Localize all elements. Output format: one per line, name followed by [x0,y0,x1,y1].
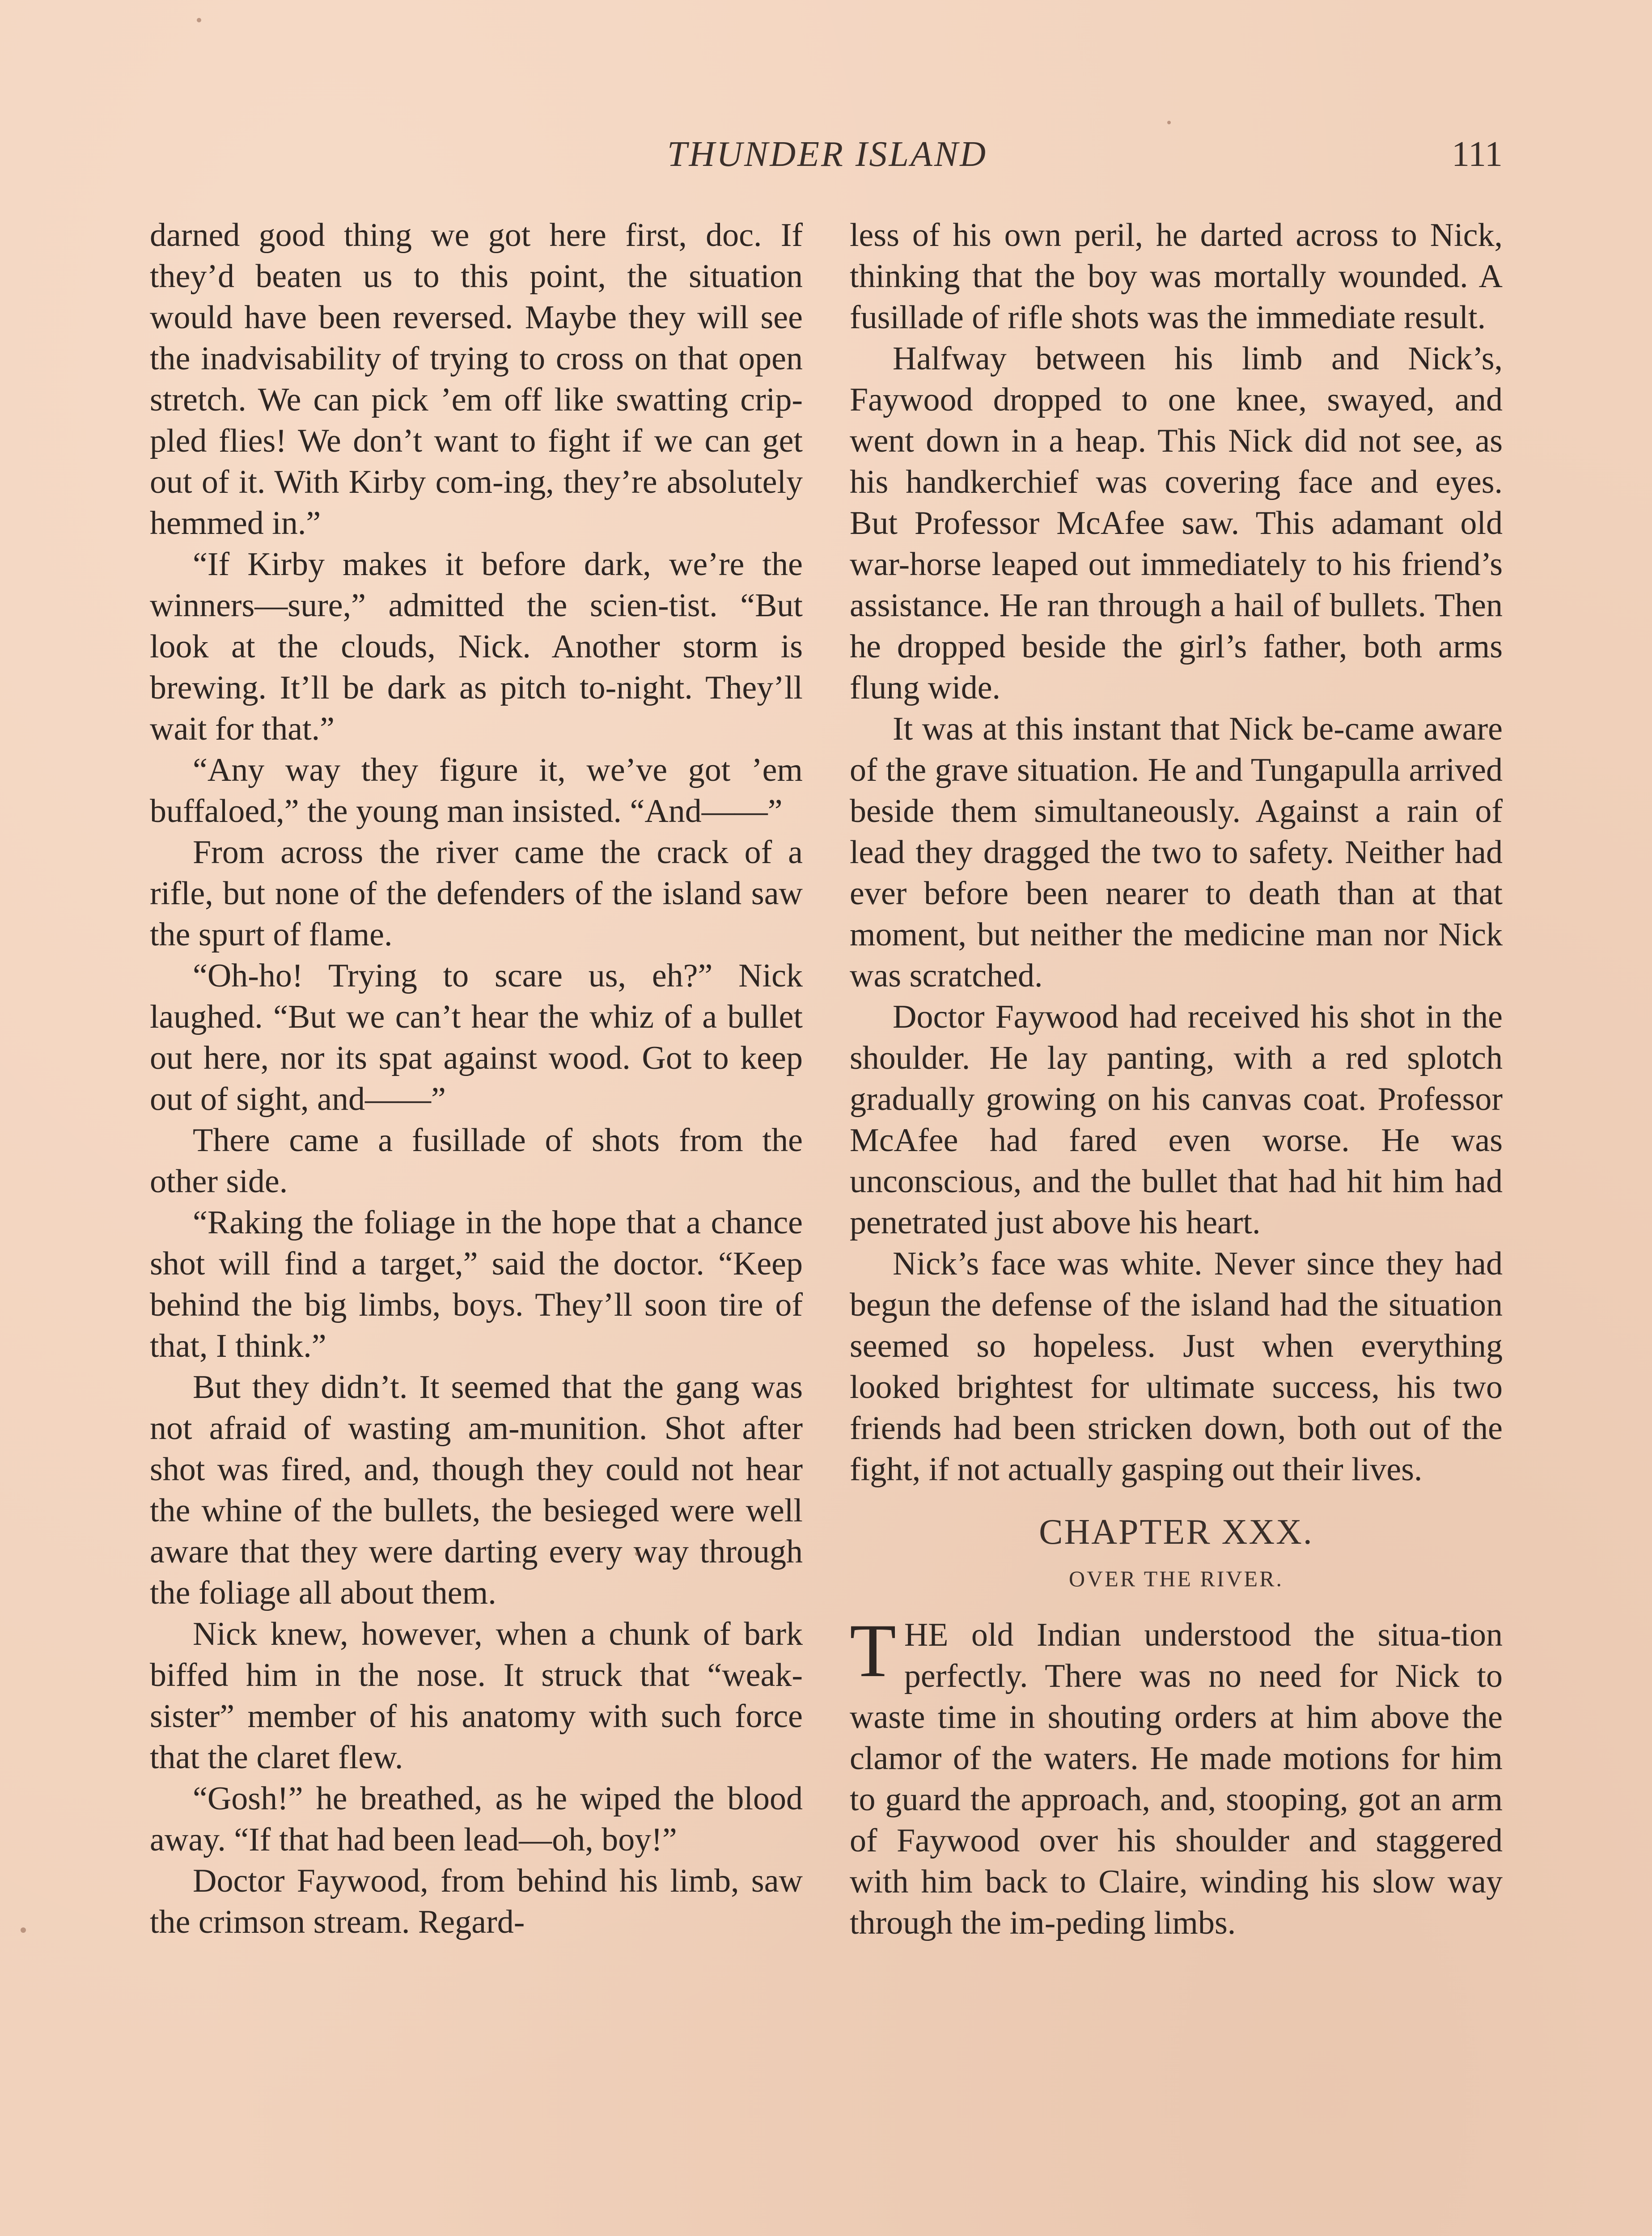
paragraph: “If Kirby makes it before dark, we’re the winners—sure,” admitted the scien-tist. “But look at the clouds, Nick. Another storm is brewing. It’ll be dark as pitch to-night. They’ll wait for that.” [150,546,803,747]
paragraph: Nick knew, however, when a chunk of bark biffed him in the nose. It struck that “weak-sister” member of his anatomy with such force that the claret flew. [150,1616,803,1776]
paragraph: less of his own peril, he darted across to Nick, thinking that the boy was mortally wounded. A fusillade of rifle shots was the immediate result. [850,217,1503,336]
chapter-subtitle: OVER THE RIVER. [1069,1566,1283,1591]
chapter-heading: CHAPTER XXX. [1039,1512,1313,1552]
left-column [150,215,803,1943]
paper-speck [197,18,201,22]
chapter-opening-text: HE old Indian understood the situa-tion perfectly. There was no need for Nick to waste time in shouting orders at him above the clamor of the waters. He made motions for him to guard the approach, and, stooping, got an arm of Faywood over his shoulder and staggered with him back to Claire, winding his slow way through the im-peding limbs. [850,1617,1503,1941]
paragraph: Doctor Faywood, from behind his limb, saw the crimson stream. Regard- [150,1863,803,1940]
paragraph: Halfway between his limb and Nick’s, Faywood dropped to one knee, swayed, and went down in a heap. This Nick did not see, as his handkerchief was covering face and eyes. But Professor McAfee saw. This adamant old war-horse leaped out immediately to his friend’s assistance. He ran through a hail of bullets. Then he dropped beside the girl’s father, both arms flung wide. [850,340,1503,706]
paragraph: “Oh-ho! Trying to scare us, eh?” Nick laughed. “But we can’t hear the whiz of a bullet out here, nor its spat against wood. Got to keep out of sight, and——” [150,957,803,1118]
running-header [152,134,1503,188]
paragraph: “Raking the foliage in the hope that a chance shot will find a target,” said the doctor. “Keep behind the big limbs, boys. They’ll soon tire of that, I think.” [150,1204,803,1364]
paragraph: There came a fusillade of shots from the other side. [150,1122,803,1200]
paper-speck [635,1552,639,1556]
paragraph: But they didn’t. It seemed that the gang was not afraid of wasting am-munition. Shot after shot was fired, and, though they could not hear the whine of the bullets, the besieged were well aware that they were darting every way through the foliage all about them. [150,1369,803,1611]
paragraph: From across the river came the crack of a rifle, but none of the defenders of the island saw the spurt of flame. [150,834,803,953]
paragraph: Nick’s face was white. Never since they had begun the defense of the island had the situation seemed so hopeless. Just when everything looked brightest for ultimate success, his two friends had been stricken down, both out of the fight, if not actually gasping out their lives. [850,1245,1503,1488]
paragraph: “Gosh!” he breathed, as he wiped the blood away. “If that had been lead—oh, boy!” [150,1780,803,1858]
paper-speck [21,1927,26,1933]
paragraph: darned good thing we got here first, doc. If they’d beaten us to this point, the situation would have been reversed. Maybe they will see the inadvisability of trying to cross on that open stretch. We can pick ’em off like swatting crip-pled flies! We don’t want to fight if we can get out of it. With Kirby com-ing, they’re absolutely hemmed in.” [150,217,803,542]
drop-cap: T [850,1609,896,1693]
paragraph: It was at this instant that Nick be-came aware of the grave situation. He and Tungapulla arrived beside them simultaneously. Against a rain of lead they dragged the two to safety. Neither had ever before been nearer to death than at that moment, but neither the medicine man nor Nick was scratched. [850,711,1503,994]
chapter-opening-paragraph [850,1609,1503,1944]
paper-speck [1167,121,1171,124]
paragraph: Doctor Faywood had received his shot in the shoulder. He lay panting, with a red splotch gradually growing on his canvas coat. Professor McAfee had fared even worse. He was unconscious, and the bullet that had hit him had penetrated just above his heart. [850,999,1503,1241]
right-column [850,215,1503,1944]
running-title: THUNDER ISLAND [667,135,988,174]
page-number: 111 [1451,135,1503,174]
paragraph: “Any way they figure it, we’ve got ’em buffaloed,” the young man insisted. “And——” [150,752,803,830]
